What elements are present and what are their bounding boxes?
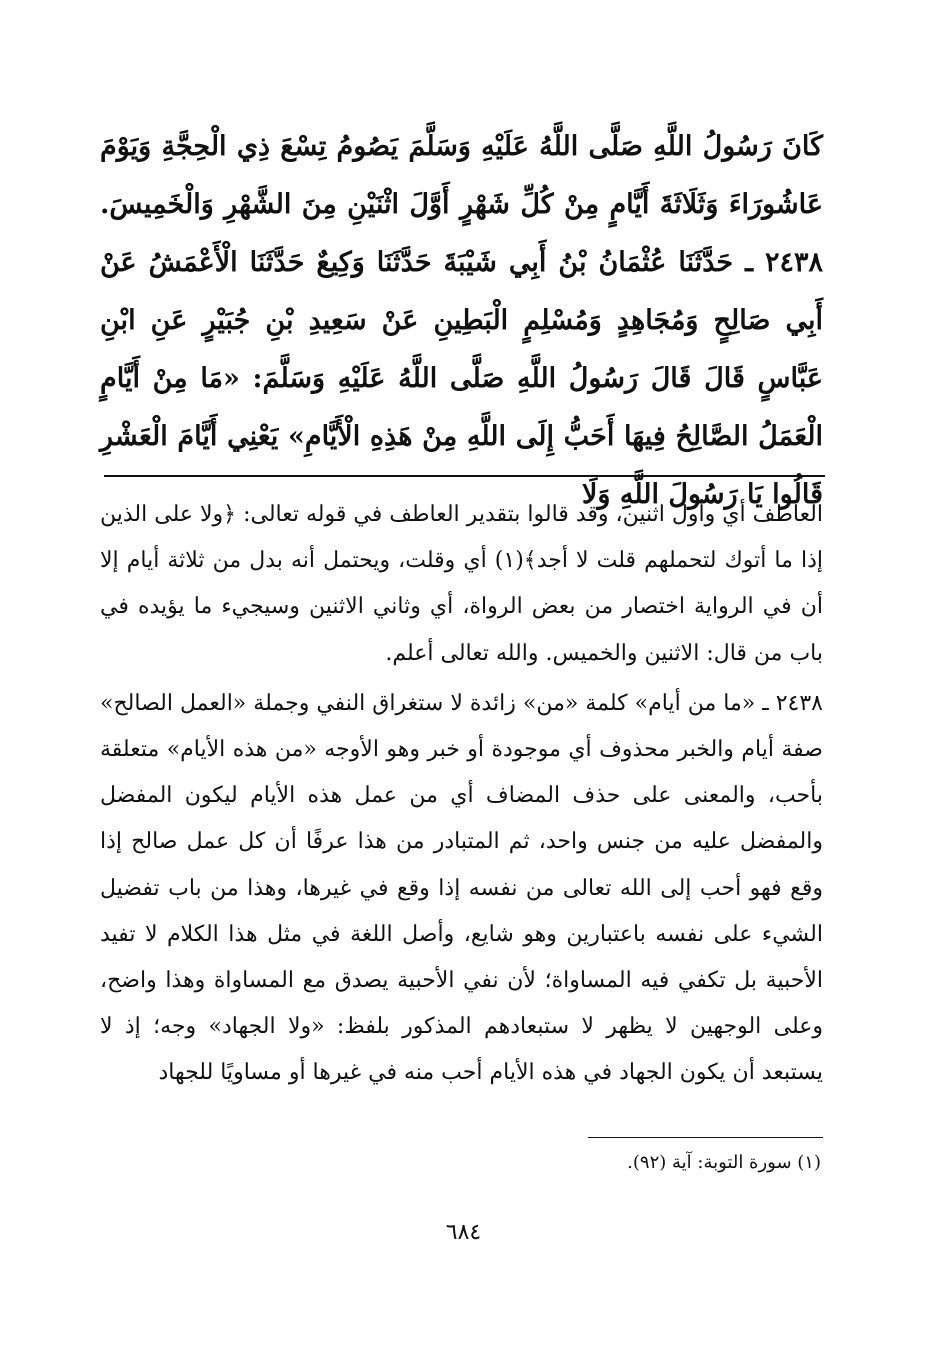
- hadith-paragraph: كَانَ رَسُولُ اللَّهِ صَلَّى اللَّهُ عَلَيْهِ وَسَلَّمَ يَصُومُ تِسْعَ ذِي الْحِجَّةِ وَيَوْمَ عَاشُورَاءَ وَثَلَاثَةَ أَيَّامٍ مِنْ كُلِّ شَهْرٍ أَوَّلَ اثْنَيْنِ مِنَ الشَّهْرِ وَالْخَمِيسَ.: [100, 131, 823, 220]
- hadith-text-block: [100, 118, 823, 524]
- footnote: (١) سورة التوبة: آية (٩٢).: [627, 1152, 821, 1173]
- commentary-block: [100, 492, 823, 1097]
- text-divider: [104, 475, 825, 477]
- commentary-paragraph: العاطف أي وأول اثنين، وقد قالوا بتقدير العاطف في قوله تعالى: ﴿ولا على الذين إذا ما أتوك لتحملهم قلت لا أجد﴾(١) أي وقلت، ويحتمل أنه بدل من ثلاثة أيام إلا أن في الرواية اختصار من بعض الرواة، أي وثاني الاثنين وسيجيء ما يؤيده في باب من قال: الاثنين والخميس. والله تعالى أعلم.: [100, 502, 824, 666]
- page-number: ٦٨٤: [445, 1220, 482, 1245]
- commentary-paragraph: ٢٤٣٨ ـ «ما من أيام» كلمة «من» زائدة لا ستغراق النفي وجملة «العمل الصالح» صفة أيام والخبر محذوف أي موجودة أو خبر وهو الأوجه «من هذه الأيام» متعلقة بأحب، والمعنى على حذف المضاف أي من عمل هذه الأيام ليكون المفضل والمفضل عليه من جنس واحد، ثم المتبادر من هذا عرفًا أن كل عمل صالح إذا وقع فهو أحب إلى الله تعالى من نفسه إذا وقع في غيرها، وهذا من باب تفضيل الشيء على نفسه باعتبارين وهو شايع، وأصل اللغة في مثل هذا الكلام لا تفيد الأحبية بل تكفي فيه المساواة؛ لأن نفي الأحبية يصدق مع المساواة وهذا واضح، وعلى الوجهين لا يظهر لا ستبعادهم المذكور بلفظ: «ولا الجهاد» وجه؛ إذ لا يستبعد أن يكون الجهاد في هذه الأيام أحب منه في غيرها أو مساويًا للجهاد: [100, 690, 823, 1086]
- footnote-divider: [588, 1137, 823, 1138]
- hadith-paragraph: ٢٤٣٨ ـ حَدَّثَنَا عُثْمَانُ بْنُ أَبِي شَيْبَةَ حَدَّثَنَا وَكِيعٌ حَدَّثَنَا الْأَعْمَشُ عَنْ أَبِي صَالِحٍ وَمُجَاهِدٍ وَمُسْلِمٍ الْبَطِينِ عَنْ سَعِيدِ بْنِ جُبَيْرٍ عَنِ ابْنِ عَبَّاسٍ قَالَ قَالَ رَسُولُ اللَّهِ صَلَّى اللَّهُ عَلَيْهِ وَسَلَّمَ: «مَا مِنْ أَيَّامٍ الْعَمَلُ الصَّالِحُ فِيهَا أَحَبُّ إِلَى اللَّهِ مِنْ هَذِهِ الْأَيَّامِ» يَعْنِي أَيَّامَ الْعَشْرِ قَالُوا يَا رَسُولَ اللَّهِ وَلَا: [100, 247, 823, 510]
